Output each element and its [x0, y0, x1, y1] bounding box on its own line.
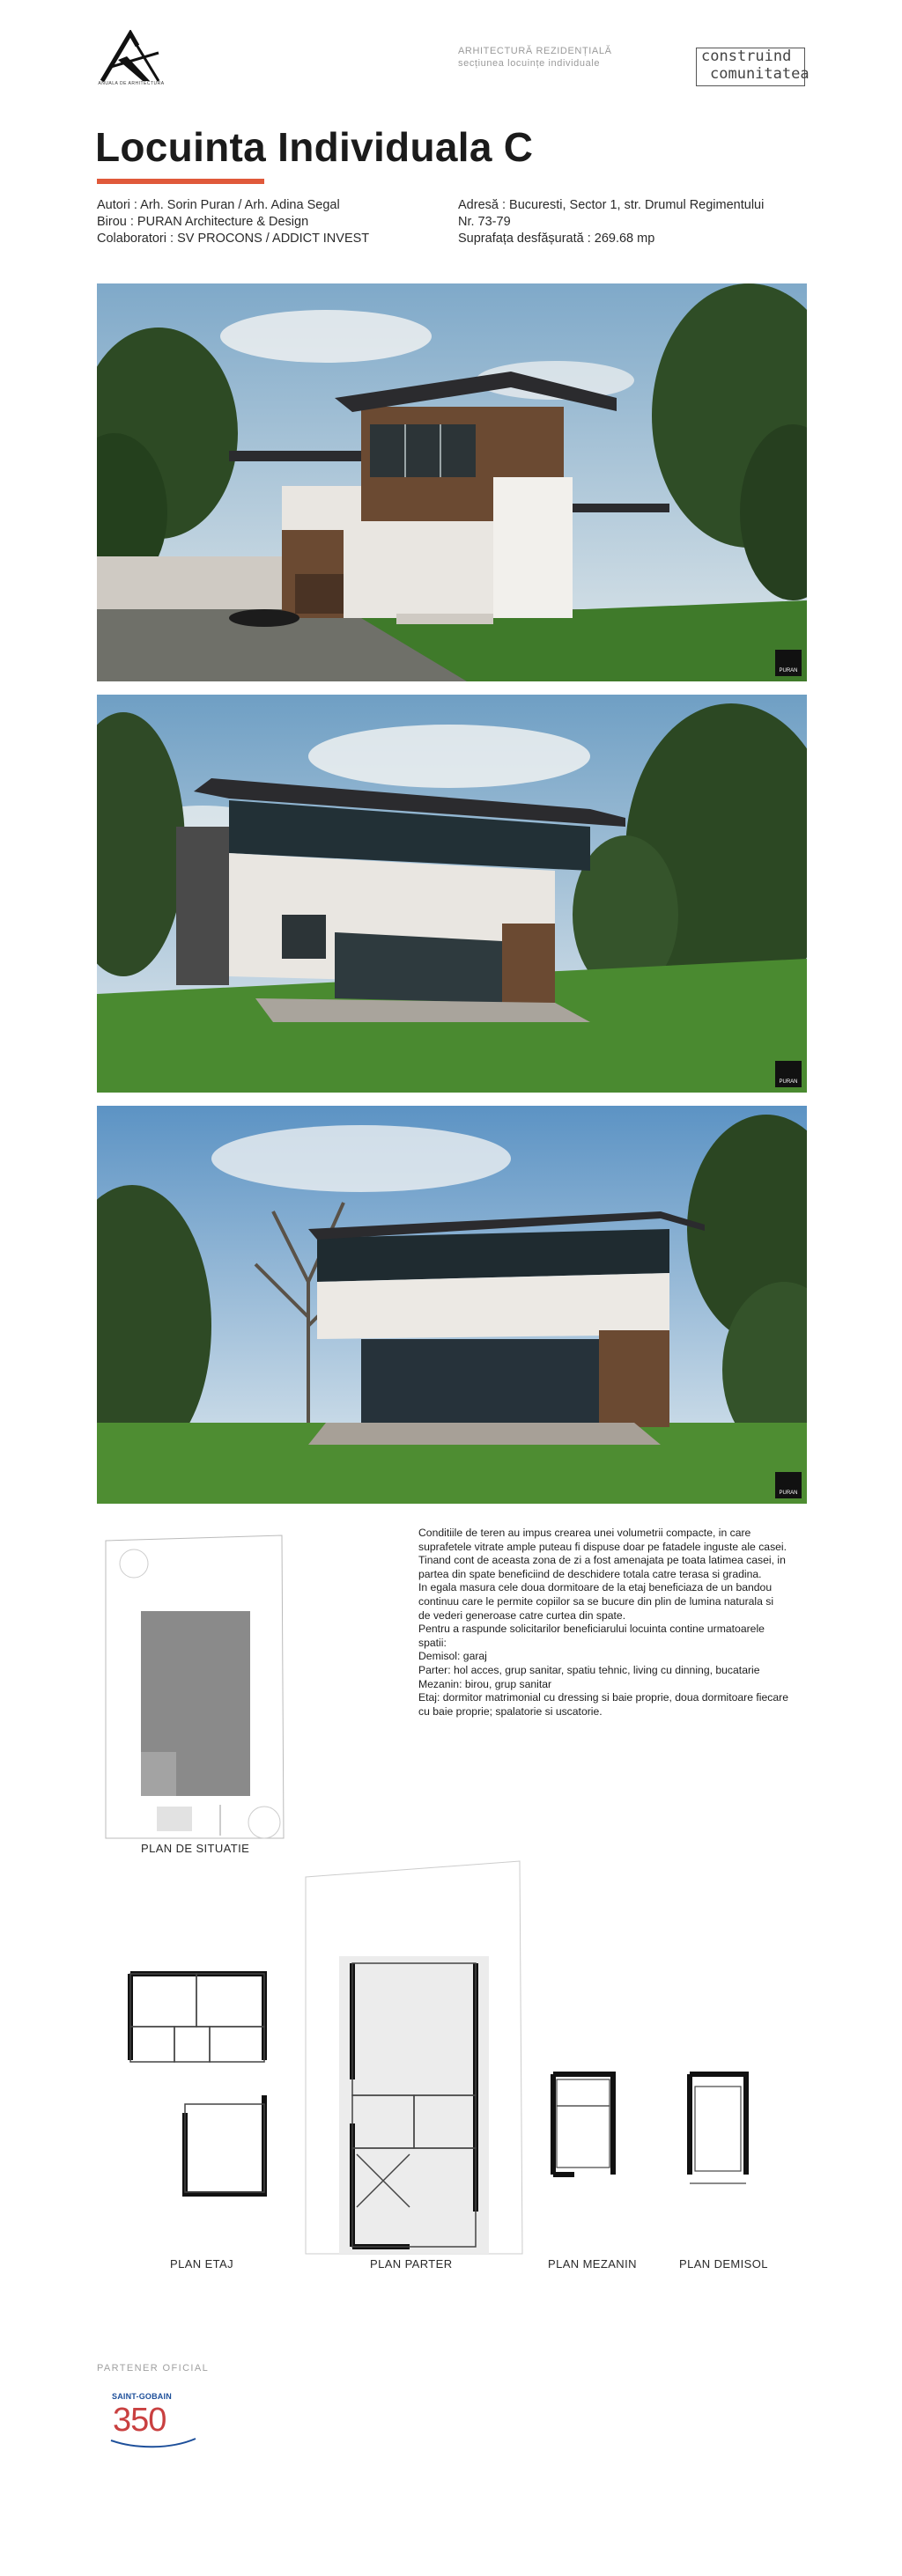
- category-subtitle: secțiunea locuințe individuale: [458, 58, 601, 69]
- render-street-view: [97, 283, 807, 681]
- description-paragraph: Pentru a raspunde solicitarilor beneficiarului locuinta contine urmatoarele spatii:: [418, 1623, 765, 1649]
- plan-etaj-label: PLAN ETAJ: [170, 2257, 233, 2271]
- floor-plan-parter: [304, 1859, 524, 2257]
- description-paragraph: Demisol: garaj: [418, 1650, 487, 1663]
- plan-mezanin-label: PLAN MEZANIN: [548, 2257, 637, 2271]
- project-address: Adresă : Bucuresti, Sector 1, str. Drumul Regimentului: [458, 198, 765, 212]
- description-paragraph: Parter: hol acces, grup sanitar, spatiu tehnic, living cu dinning, bucatarie: [418, 1663, 760, 1676]
- partner-logo-line1: construind: [701, 48, 792, 65]
- render-3-badge: PURAN: [775, 1472, 802, 1498]
- partner-logo-line2: comunitatea: [710, 65, 810, 83]
- description-paragraph: Etaj: dormitor matrimonial cu dressing si baie proprie, doua dormitoare fiecare cu baie proprie; spalatorie si uscatorie.: [418, 1691, 788, 1718]
- render-garden-side: [97, 695, 807, 1093]
- render-2-badge: PURAN: [775, 1061, 802, 1087]
- plan-parter-label: PLAN PARTER: [370, 2257, 453, 2271]
- title-underline: [97, 179, 264, 184]
- site-plan-drawing: [97, 1532, 291, 1842]
- project-area: Suprafața desfășurată : 269.68 mp: [458, 232, 655, 246]
- render-back-elevation: [97, 1106, 807, 1504]
- description-paragraph: Conditiile de teren au impus crearea unei volumetrii compacte, in care suprafetele vitrate ample puteau fi dispuse doar pe fatadele inguste ale casei.: [418, 1527, 787, 1553]
- project-collaborators: Colaboratori : SV PROCONS / ADDICT INVEST: [97, 232, 370, 246]
- category-title: ARHITECTURĂ REZIDENȚIALĂ: [458, 46, 612, 56]
- description-paragraph: Tinand cont de aceasta zona de zi a fost amenajata pe toata latimea casei, in partea din spate beneficiind de deschidere totala catre terasa si gradina.: [418, 1554, 786, 1580]
- project-authors: Autori : Arh. Sorin Puran / Arh. Adina Segal: [97, 198, 340, 212]
- floor-plan-etaj: [123, 1963, 273, 2201]
- site-plan-label: PLAN DE SITUATIE: [141, 1842, 250, 1855]
- floor-plan-mezanin: [548, 2069, 618, 2192]
- render-1-badge: PURAN: [775, 650, 802, 676]
- floor-plan-demisol: [683, 2069, 753, 2192]
- project-address-number: Nr. 73-79: [458, 215, 511, 229]
- partner-brand: SAINT-GOBAIN: [112, 2392, 172, 2401]
- description-paragraph: In egala masura cele doua dormitoare de la etaj beneficiaza de un bandou continuu care le permite copiilor sa se bucure din plin de lumina naturala si de vederi generoase catre curtea din spate.: [418, 1581, 774, 1622]
- project-office: Birou : PURAN Architecture & Design: [97, 215, 309, 229]
- page-title: Locuinta Individuala C: [95, 124, 534, 170]
- project-description: [418, 1527, 788, 1719]
- description-paragraph: Mezanin: birou, grup sanitar: [418, 1677, 552, 1690]
- official-partner-label: PARTENER OFICIAL: [97, 2363, 210, 2374]
- plan-demisol-label: PLAN DEMISOL: [679, 2257, 768, 2271]
- school-logo-caption: ANUALA DE ARHITECTURA: [98, 81, 165, 86]
- partner-anniversary: 350: [113, 2402, 166, 2439]
